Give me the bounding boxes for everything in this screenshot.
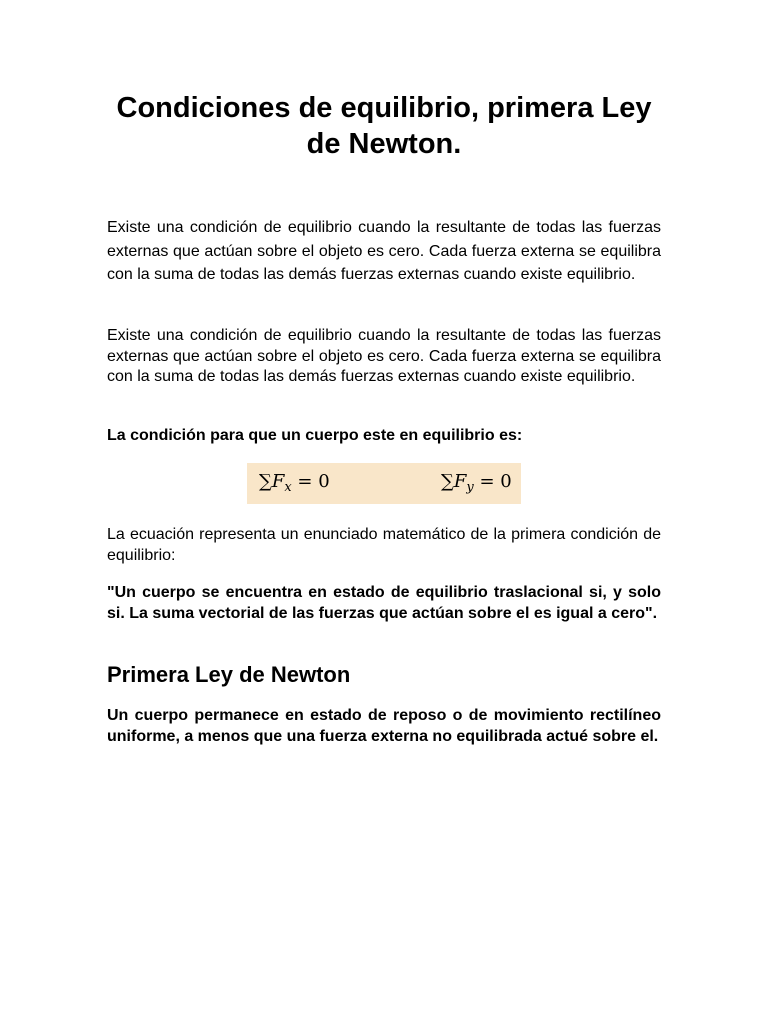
paragraph-equilibrium-1: Existe una condición de equilibrio cuando la resultante de todas las fuerzas externas que actúan sobre el objeto es cero. Cada fuerza externa se equilibra con la suma de todas las demás fuerzas externas cuando existe equilibrio. <box>107 219 661 283</box>
force-subscript: x <box>284 480 292 495</box>
force-variable: F <box>453 471 467 492</box>
equals-zero: = 0 <box>473 471 512 492</box>
paragraph-equation: La ecuación representa un enunciado matemático de la primera condición de equilibrio: <box>107 526 661 564</box>
formula-sum-fx <box>259 471 330 499</box>
formula-box <box>247 463 521 504</box>
force-subscript: y <box>466 480 474 495</box>
section-heading: Primera Ley de Newton <box>107 662 351 687</box>
force-variable: F <box>271 471 285 492</box>
sum-symbol: ∑ <box>259 471 272 492</box>
page-title: Condiciones de equilibrio, primera Ley de Newton. <box>116 92 652 160</box>
equilibrium-quote: "Un cuerpo se encuentra en estado de equilibrio traslacional si, y solo si. La suma vectorial de las fuerzas que actúan sobre el es igual a cero". <box>107 584 661 622</box>
newton-first-law: Un cuerpo permanece en estado de reposo o de movimiento rectilíneo uniforme, a menos que una fuerza externa no equilibrada actué sobre el. <box>107 707 661 745</box>
paragraph-equilibrium-2: Existe una condición de equilibrio cuando la resultante de todas las fuerzas externas que actúan sobre el objeto es cero. Cada fuerza externa se equilibra con la suma de todas las demás fuerzas externas cuando existe equilibrio. <box>107 327 661 385</box>
condition-label: La condición para que un cuerpo este en equilibrio es: <box>107 427 523 444</box>
sum-symbol: ∑ <box>441 471 454 492</box>
equals-zero: = 0 <box>291 471 330 492</box>
formula-sum-fy <box>441 471 512 499</box>
